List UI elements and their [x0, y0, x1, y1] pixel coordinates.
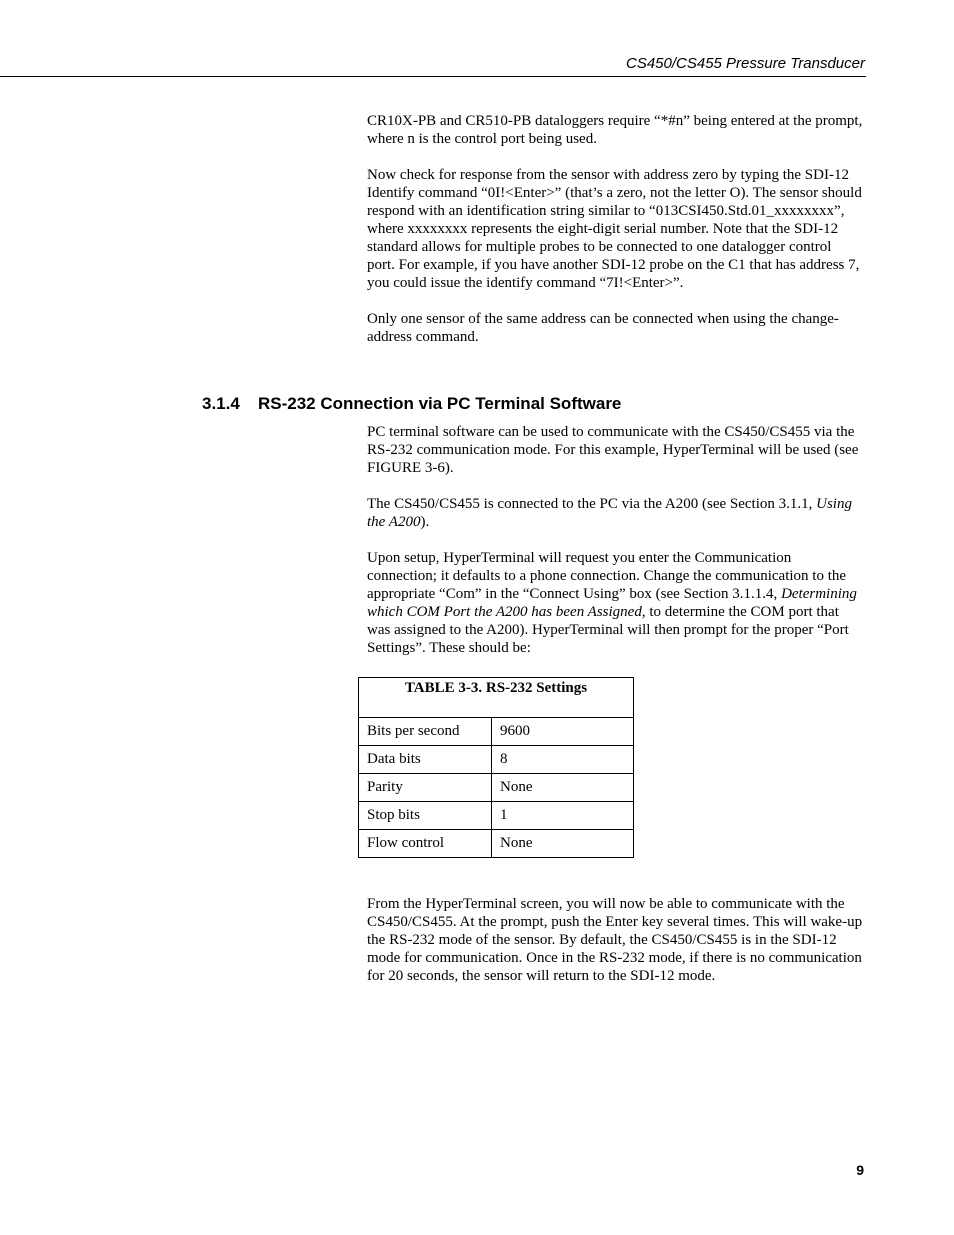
table-caption: TABLE 3-3. RS-232 Settings	[359, 678, 634, 718]
section-number: 3.1.4	[202, 394, 240, 413]
rs232-settings-table	[358, 677, 634, 858]
table-row	[359, 802, 634, 830]
page-number: 9	[856, 1162, 864, 1178]
paragraph-identify-command: Now check for response from the sensor with address zero by typing the SDI-12 Identify command “0I!<Enter>” (that’s a zero, not the letter O). The sensor should respond with an identification string similar to “013CSI450.Std.01_xxxxxxxx”, where xxxxxxxx represents the eight-digit serial number. Note that the SDI-12 standard allows for multiple probes to be connected to one datalogger control port. For example, if you have another SDI-12 probe on the C1 that has address 7, you could issue the identify command “7I!<Enter>”.	[367, 167, 862, 291]
table-cell-value: None	[492, 774, 634, 802]
table-row	[359, 774, 634, 802]
header-rule	[0, 76, 866, 77]
table-row	[359, 718, 634, 746]
table-cell-value: 8	[492, 746, 634, 774]
closing-text-block	[367, 895, 863, 985]
top-text-block	[367, 112, 863, 346]
section-heading	[202, 394, 621, 414]
p3-reference-italic: Determining which COM Port the A200 has been Assigned	[367, 586, 857, 620]
table-cell-label: Stop bits	[359, 802, 492, 830]
table-cell-label: Data bits	[359, 746, 492, 774]
table-row	[359, 746, 634, 774]
paragraph-hyperterminal-setup	[367, 549, 863, 657]
table-cell-label: Parity	[359, 774, 492, 802]
table-cell-value: 1	[492, 802, 634, 830]
p2-text-before: The CS450/CS455 is connected to the PC via the A200 (see Section 3.1.1,	[367, 496, 817, 512]
paragraph-dataloggers: CR10X-PB and CR510-PB dataloggers require “*#n” being entered at the prompt, where n is the control port being used.	[367, 113, 863, 147]
table-cell-label: Bits per second	[359, 718, 492, 746]
p2-reference-italic: Using the A200	[367, 496, 852, 530]
table-cell-value: None	[492, 830, 634, 858]
table-cell-value: 9600	[492, 718, 634, 746]
paragraph-communicate: From the HyperTerminal screen, you will now be able to communicate with the CS450/CS455. At the prompt, push the Enter key several times. This will wake-up the RS-232 mode of the sensor. By default, the CS450/CS455 is in the SDI-12 mode for communication. Once in the RS-232 mode, if there is no communication for 20 seconds, the sensor will return to the SDI-12 mode.	[367, 896, 863, 984]
table-row	[359, 830, 634, 858]
running-header-title: CS450/CS455 Pressure Transducer	[625, 55, 865, 72]
paragraph-change-address: Only one sensor of the same address can be connected when using the change-address command.	[367, 311, 839, 345]
p3-text-before: Upon setup, HyperTerminal will request you enter the Communication connection; it defaults to a phone connection. Change the communication to the appropriate “Com” in the “Connect Using” box (see Section 3.1.1.4,	[367, 550, 847, 602]
table-cell-label: Flow control	[359, 830, 492, 858]
p2-text-after: ).	[420, 514, 430, 530]
section-text-block	[367, 423, 863, 657]
paragraph-a200-connection	[367, 495, 863, 531]
paragraph-pc-terminal: PC terminal software can be used to communicate with the CS450/CS455 via the RS-232 communication mode. For this example, HyperTerminal will be used (see FIGURE 3-6).	[367, 424, 859, 476]
p3-text-after: , to determine the COM port that was assigned to the A200). HyperTerminal will then prompt for the proper “Port Settings”. These should be:	[367, 604, 849, 656]
table-caption-row	[359, 678, 634, 718]
section-title: RS-232 Connection via PC Terminal Software	[258, 394, 622, 413]
